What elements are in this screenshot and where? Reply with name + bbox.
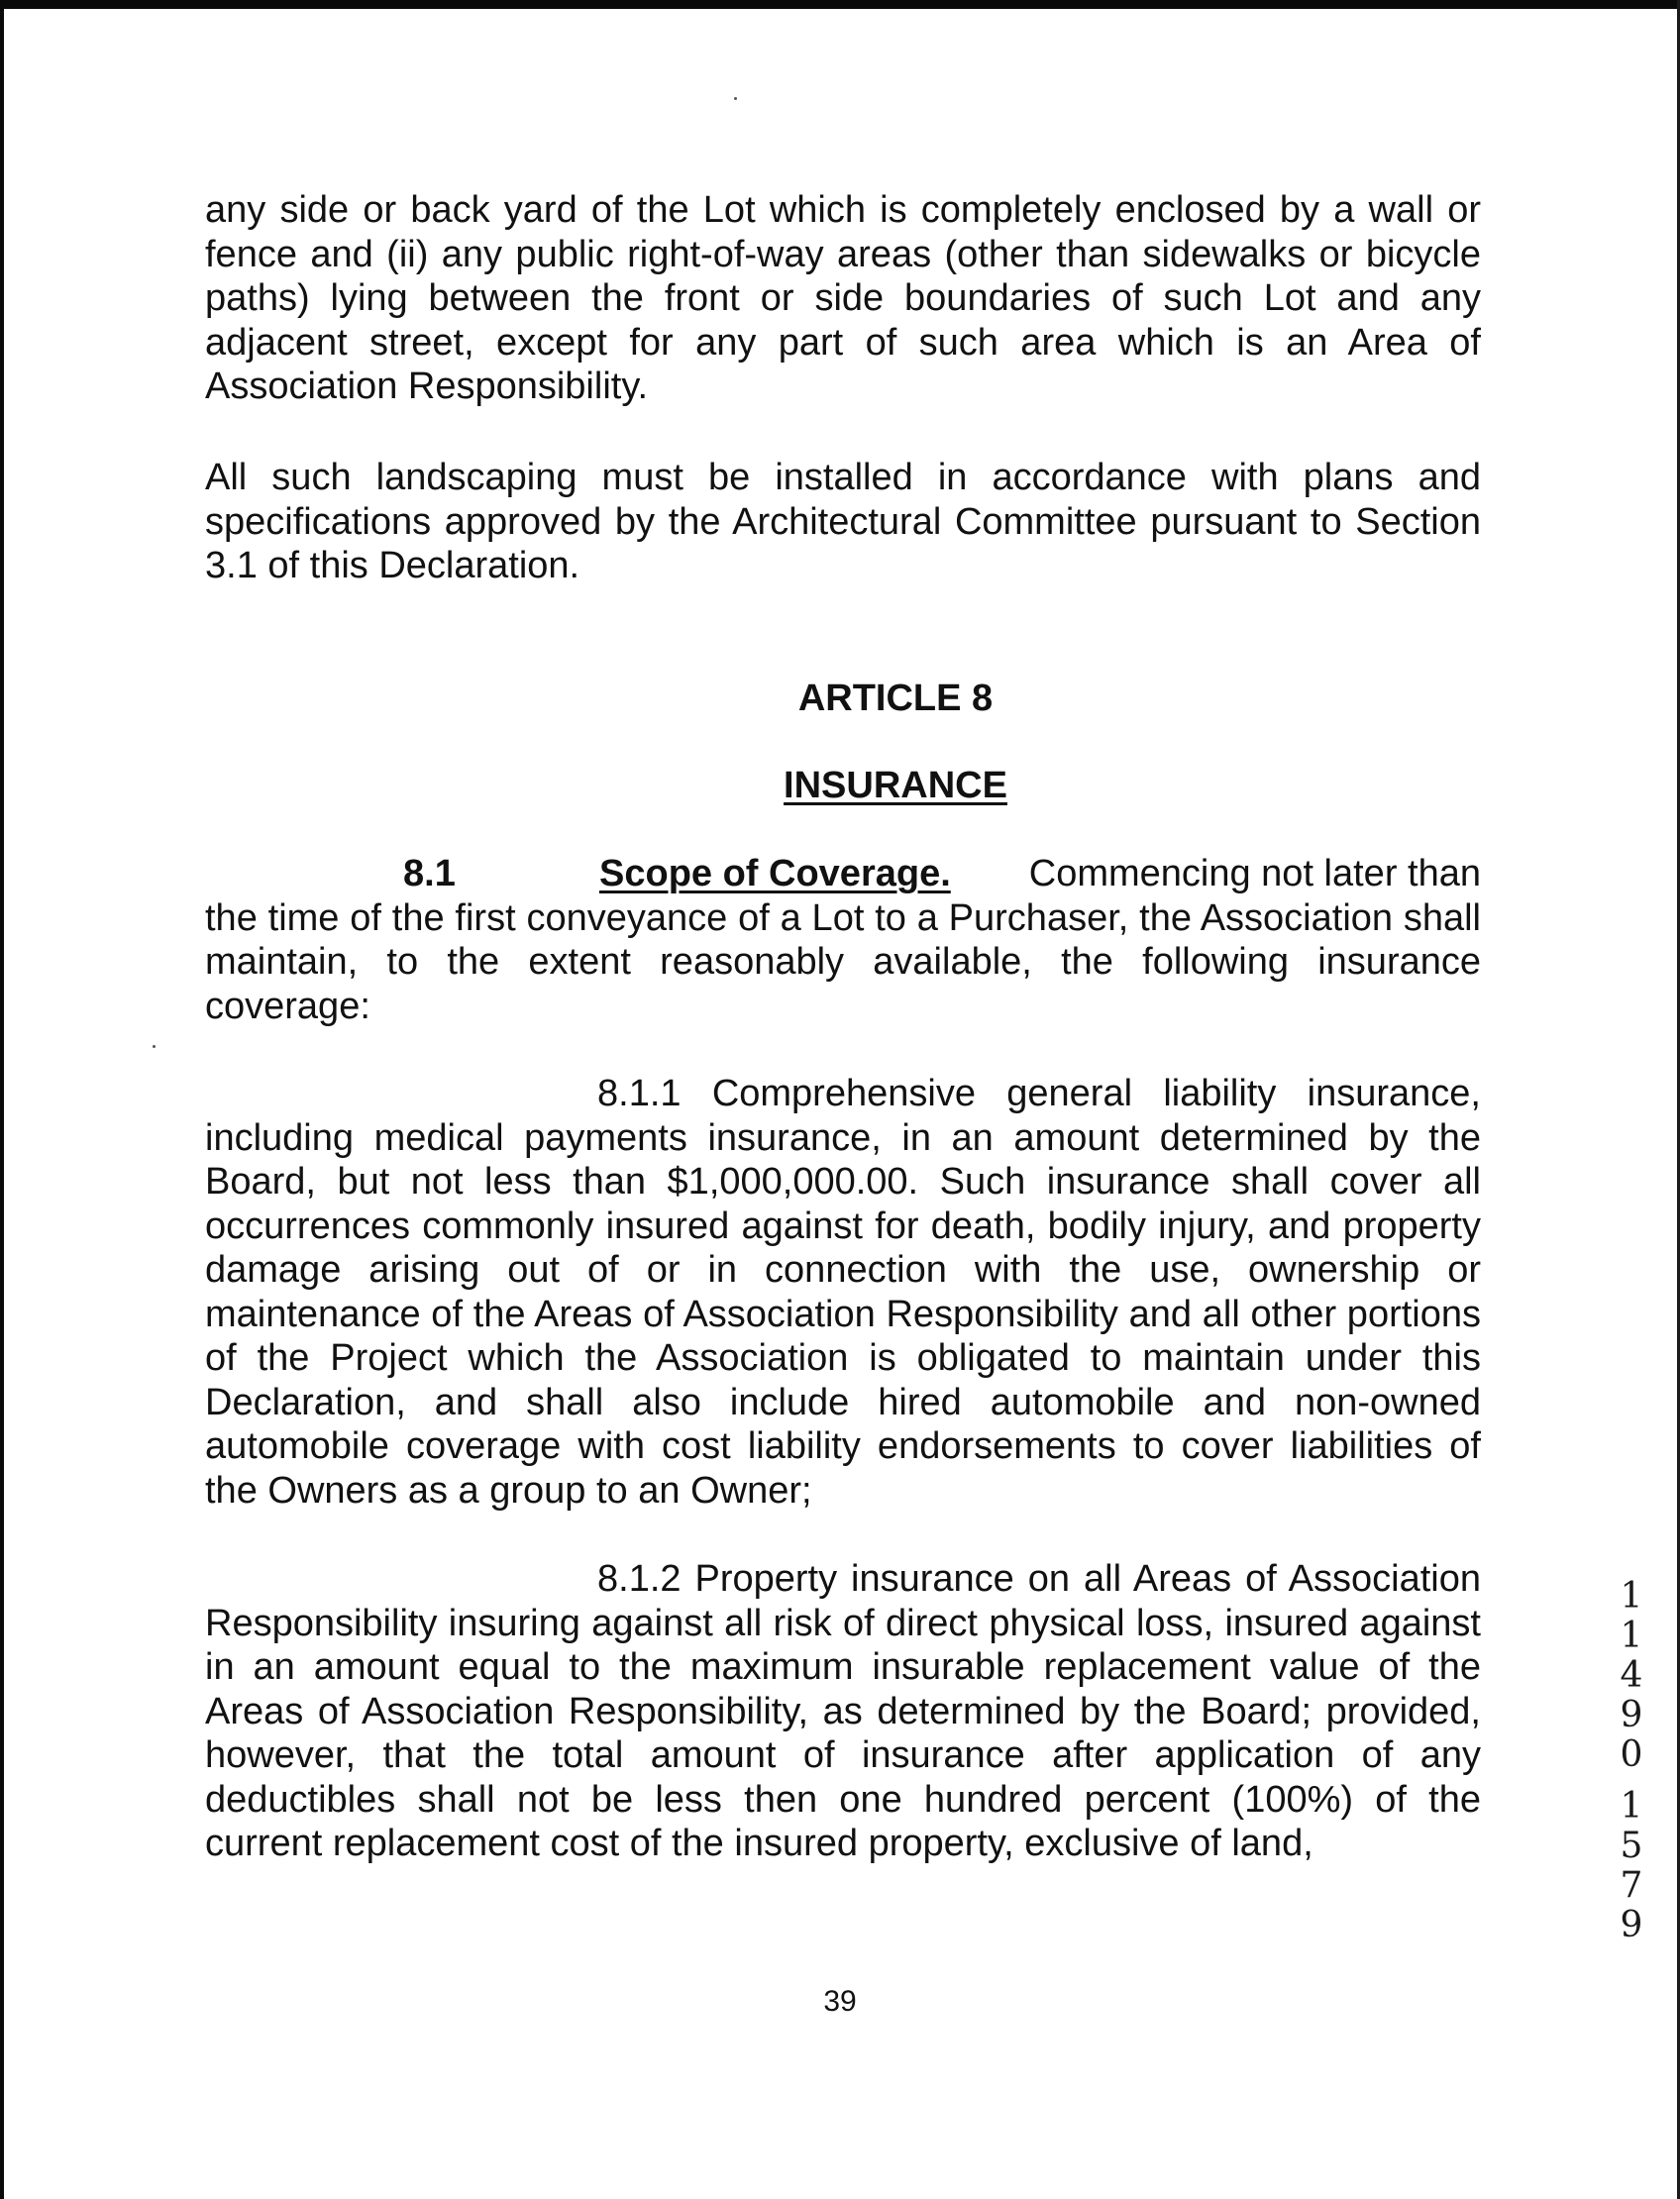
stamp-digit: 9	[1620, 1695, 1643, 1735]
stamp-digit: 1	[1620, 1576, 1643, 1617]
section-8-1	[205, 852, 1481, 1028]
stamp-digit: 5	[1620, 1826, 1643, 1866]
section-8-1-first-line: Commencing not later than	[1028, 853, 1481, 894]
side-stamp-top	[1617, 1577, 1646, 1775]
paragraph-landscaping: All such landscaping must be installed in accordance with plans and specifications approved by the Architectural Committee pursuant to Section 3.1 of this Declaration.	[205, 457, 1481, 586]
stamp-digit: 1	[1620, 1616, 1643, 1656]
stamp-digit: 0	[1620, 1734, 1643, 1775]
stamp-digit: 7	[1620, 1865, 1643, 1906]
section-8-1-title: Scope of Coverage.	[599, 853, 951, 894]
scan-speck	[153, 1045, 156, 1048]
section-8-1-text: the time of the first conveyance of a Lot to a Purchaser, the Association shall maintain, to the extent reasonably available, the following insurance coverage:	[205, 896, 1481, 1027]
stamp-digit: 9	[1620, 1905, 1643, 1945]
paragraph-continuation: any side or back yard of the Lot which is completely enclosed by a wall or fence and (ii) any public right-of-way areas (other than sidewalks or bicycle paths) lying between the front or side boundaries of such Lot and any adjacent street, except for any part of such area which is an Area of Association Responsibility.	[205, 189, 1481, 407]
page-number: 39	[823, 1985, 857, 2018]
stamp-digit: 1	[1620, 1786, 1643, 1827]
section-8-1-heading-line	[205, 852, 1481, 896]
scan-border-top	[0, 0, 1680, 9]
section-8-1-1: 8.1.1 Comprehensive general liability insurance, including medical payments insurance, in an amount determined by the Board, but not less than $1,000,000.00. Such insurance shall cover all occurrences commonly insured against for death, bodily injury, and property damage arising out of or in connection with the use, ownership or maintenance of the Areas of Association Responsibility and all other portions of the Project which the Association is obligated to maintain under this Declaration, and shall also include hired automobile and non-owned automobile coverage with cost liability endorsements to cover liabilities of the Owners as a group to an Owner;	[205, 1073, 1481, 1512]
article-heading	[0, 676, 1680, 721]
section-8-1-2: 8.1.2 Property insurance on all Areas of Association Responsibility insuring against all risk of direct physical loss, insured against in an amount equal to the maximum insurable replacement value of the Areas of Association Responsibility, as determined by the Board; provided, however, that the total amount of insurance after application of any deductibles shall not be less then one hundred percent (100%) of the current replacement cost of the insured property, exclusive of land,	[205, 1558, 1481, 1864]
scan-speck	[734, 97, 737, 100]
section-8-1-number: 8.1	[403, 853, 456, 894]
scan-border-left	[0, 0, 4, 2199]
article-title: INSURANCE	[784, 765, 1007, 806]
article-title-heading	[0, 763, 1680, 808]
article-number: ARTICLE 8	[797, 678, 994, 719]
side-stamp-bottom	[1617, 1787, 1646, 1945]
stamp-digit: 4	[1620, 1655, 1643, 1696]
